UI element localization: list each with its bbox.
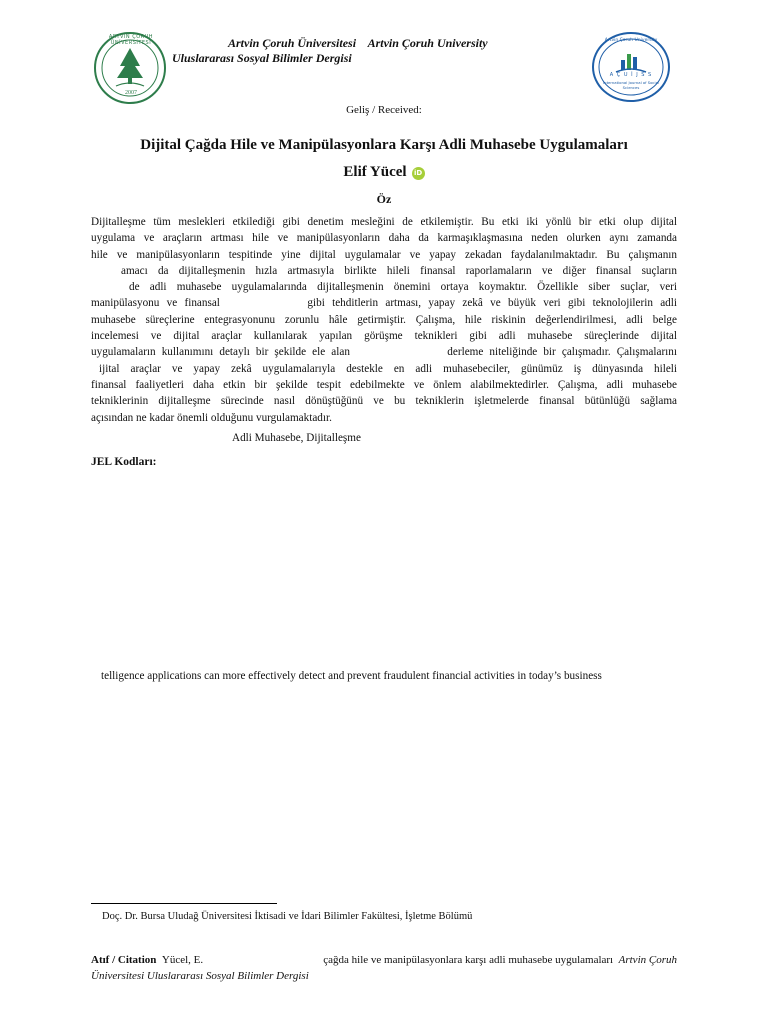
abstract-line: incelemesi ve dijital araçlar kullanılarak yapılan görüşme teknikleri gibi adli muhasebe süreçlerinde dijital [91, 330, 677, 343]
left-logo-year: 2007 [125, 90, 137, 96]
abstract-line: açısından ne kadar önemli olduğunu vurgulamaktadır. [91, 411, 332, 424]
right-logo-bottom-text: International Journal of Social Sciences [603, 80, 659, 90]
abstract-line: de adli muhasebe uygulamalarında dijitalleşmenin önemini ortaya koymaktır. Özellikle siber suçlar, veri [129, 281, 677, 294]
abstract-line: finansal faaliyetleri daha etkin bir şekilde tespit edebilmekte ve önlem alabilmektedirler. Çalışma, adli muhasebe [91, 378, 677, 391]
citation-block [91, 952, 677, 984]
received-date: Geliş / Received: [346, 104, 422, 116]
citation-author: Yücel, E. [161, 954, 204, 966]
citation-journal-part1: Artvin Çoruh [618, 954, 677, 966]
jel-codes-label: JEL Kodları: [91, 456, 157, 468]
abstract-line: hile ve manipülasyonların tespitinde yine dijital uygulamalar ve yapay zekadan faydalanılmaktadır. Bu çalışmanın [91, 248, 677, 261]
paper-title: Dijital Çağda Hile ve Manipülasyonlara Karşı Adli Muhasebe Uygulamaları [140, 137, 628, 153]
abstract-text [91, 214, 677, 426]
english-abstract-fragment: telligence applications can more effectively detect and prevent fraudulent financial activities in today’s business [101, 670, 602, 682]
abstract-line: muhasebe süreçlerine entegrasyonunu zorunlu hâle getirmiştir. Çalışma, hile riskinin değerlendirilmesi, adli belge [91, 313, 677, 326]
journal-header [172, 36, 572, 66]
citation-label: Atıf / Citation [91, 954, 157, 966]
abstract-line: amacı da dijitalleşmenin hızla artmasıyla birlikte hileli finansal raporlamaların ve diğer finansal suçların [121, 264, 677, 277]
abstract-line: ijital araçlar ve yapay zekâ uygulamalarıyla destekle en adli muhasebeciler, günümüz iş dünyasında hileli [99, 362, 677, 375]
author-affiliation-footnote: Doç. Dr. Bursa Uludağ Üniversitesi İktisadi ve İdari Bilimler Fakültesi, İşletme Bölümü [102, 911, 473, 922]
journal-name-line1: Artvin Çoruh Üniversitesi Artvin Çoruh University [228, 36, 488, 50]
citation-journal-part2: Üniversitesi Uluslararası Sosyal Bilimler Dergisi [91, 970, 309, 982]
footnote-divider [91, 903, 277, 904]
abstract-line: uygulama ve araçların artması hile ve manipülasyonların daha da karmaşıklaşmasına neden olurken aynı zamanda [91, 232, 677, 245]
author-name: Elif Yücel [343, 164, 407, 180]
orcid-icon[interactable]: iD [412, 167, 425, 180]
author-line [0, 164, 768, 181]
right-logo-top-text: Artvin Çoruh University [604, 38, 658, 43]
abstract-line: Dijitalleşme tüm meslekleri etkilediği gibi denetim mesleğini de etkilemiştir. Bu etki iki yönlü bir etki olup dijital [91, 216, 677, 228]
right-logo-mid-text: A Ç U İ J S S [609, 72, 653, 78]
abstract-heading: Öz [376, 192, 392, 206]
keywords: Adli Muhasebe, Dijitalleşme [232, 432, 361, 444]
journal-name-line2: Uluslararası Sosyal Bilimler Dergisi [172, 51, 352, 65]
left-logo-text: ARTVİN ÇORUH ÜNİVERSİTESİ [108, 34, 154, 46]
abstract-line: manipülasyonu ve finansal gibi tehditlerin artması, yapay zekâ ve büyük veri gibi teknolojilerin adli [91, 297, 677, 310]
abstract-line: uygulamaların kullanımını detaylı bir şekilde ele alan derleme niteliğinde bir çalışmadır. Çalışmalarını [91, 346, 677, 359]
citation-text: çağda hile ve manipülasyonlara karşı adli muhasebe uygulamaları [323, 954, 614, 966]
abstract-line: tekniklerinin dijitalleşme sürecinde nasıl dönüştüğünü ve bu tekniklerin işletmelerde finansal bütünlüğü sağlama [91, 395, 677, 408]
